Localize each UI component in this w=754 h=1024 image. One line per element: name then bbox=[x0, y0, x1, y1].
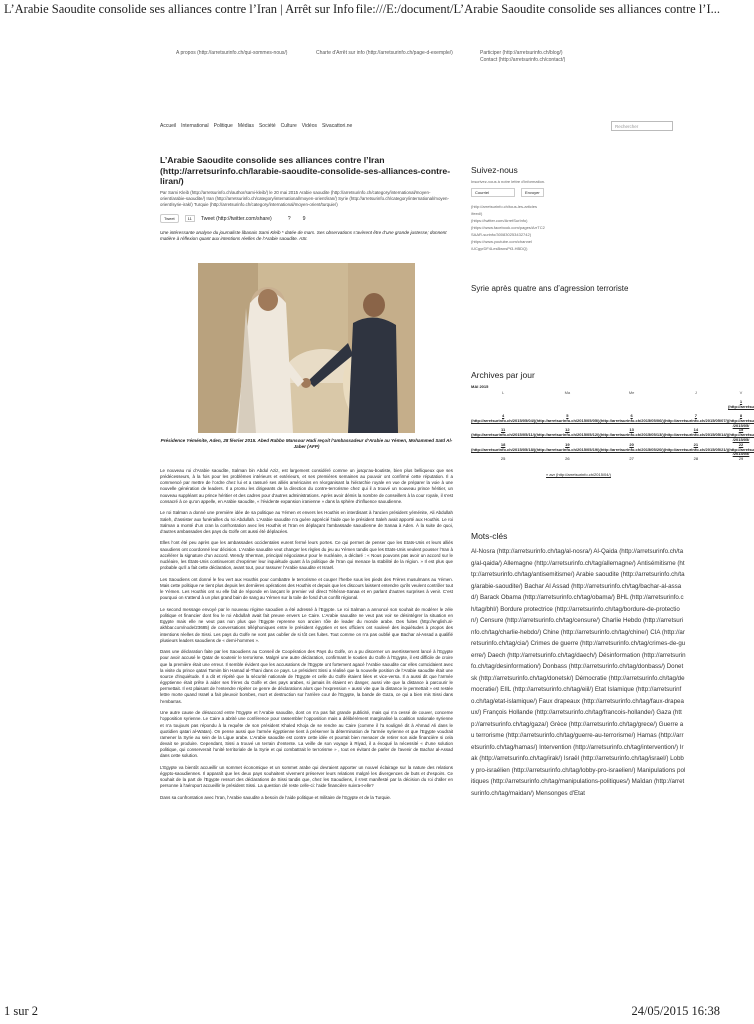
tweet-bar bbox=[160, 214, 453, 223]
cal-day-header: J bbox=[694, 390, 697, 395]
tweet-button[interactable]: Tweet bbox=[160, 214, 179, 223]
social-link[interactable]: (https://www.youtube.com/channel bbox=[471, 239, 532, 244]
follow-widget bbox=[471, 165, 686, 252]
article-title[interactable]: L’Arabie Saoudite consolide ses alliances contre l’Iran (http://arretsurinfo.ch/larabie-saoudite-consolide-ses-alliances-contre-liran/) bbox=[160, 155, 451, 186]
link-contact[interactable]: Contact (http://arretsurinfo.ch/contact/) bbox=[480, 57, 566, 63]
print-footer bbox=[4, 1004, 720, 1020]
tweet-n: 9 bbox=[302, 215, 306, 222]
social-link[interactable]: /UCgyrDF4LesBwnsPt3-HBDQ) bbox=[471, 246, 528, 251]
cal-day bbox=[600, 400, 664, 414]
nav-item[interactable]: Accueil bbox=[160, 123, 177, 129]
cal-day[interactable]: 20 (http://arretsurinfo.ch/2015/05/20/) bbox=[599, 441, 664, 452]
paragraph: Le roi Salman a donné une première idée de sa politique au Yémen et envers les Houthis en interdisant à l’ancien président yéménite, Ali Abdullah Saleh, d’assister aux funérailles du roi Abdullah. L’Arabie saoudite n’a guère apprécié l’aide que le président Saleh avait apporté aux Houthis. Le roi Salman a monté d’un cran la confrontation avec les Houthis et l’Iran en déplaçant l’ambassade saoudienne de Sanaa à Aden. À la suite de quoi, d’autres ambassades des pays du Golfe ont aussi été déplacées. bbox=[160, 510, 453, 534]
cal-day[interactable]: 21 (http://arretsurinfo.ch/2015/05/21/) bbox=[663, 441, 728, 452]
social-link[interactable]: (https://twitter.com/ArretSurInfo) bbox=[471, 218, 528, 223]
paragraph: L’Egypte va bientôt accueillir un sommet économique et un sommet arabe qui devraient apporter un nouvel éclairage sur la nature des relations égypto-saoudiennes. Il apparaît que les deux pays souhaitent vivement préserver leurs relations malgré les divergences de buts et d’espoirs. Ce souhait de la part de l’Egypte ressort des déclarations de Sissi tandis que, chez les Saoudiens, il s’est manifesté par la décision du roi d’aller en personne à l’aéroport accueillir le président Sissi. La question clé reste celle-ci: l’aide financière suivra-t-elle? bbox=[160, 764, 453, 789]
print-datetime: 24/05/2015 16:38 bbox=[631, 1004, 720, 1018]
tag-cloud bbox=[471, 545, 686, 798]
paragraph: Le nouveau roi d’Arabie saoudite, Salman bin Abdul Aziz, est largement considéré comme un jusqu’au-boutiste, bien plus belliqueux que ses prédécesseurs, à la fois pour les problèmes intérieurs et extérieurs, et ses premières semaines au pouvoir ont confirmé cette réputation. Il a commencé par mettre de l’ordre chez lui et a rassuré ses alliés américains en réorganisant la hiérarchie royale en vue de préparer la voie à une nouvelle génération de leaders. Il a promu les dirigeants de la direction du contre-terrorisme chez qui il a trouvé un nouveau prince héritier, un nouveau suppléant au prince héritier et des cadres pour d’autres administrations. Après avoir démis la nombre de conseillers à la cour royale, il s’est consacré à ce qu’on appelle, en Arabie saoudite, « l’évidente expansion iranienne » dans la sphère d’influence saoudienne. bbox=[160, 467, 453, 504]
social-link[interactable]: (https://www.facebook.com/pages/ArrTC2 bbox=[471, 225, 545, 230]
social-link[interactable]: SAAR-surinfo/300830253432742) bbox=[471, 232, 532, 237]
cal-day[interactable]: 11 (http://arretsurinfo.ch/2015/05/11/) bbox=[471, 427, 536, 438]
paragraph: Elles l’ont été peu après que les ambassades occidentales eurent fermé leurs portes. Ce qui permet de penser que les Etats-Unis et leurs alliés saoudiens ont coordonné leur décision. L’Arabie saoudite veut changer les règles du jeu au Yémen tandis que les Etats-Unis veulent pousser l’Iran à accélérer la signature d’un accord. Wendy Sherman, principal négociateur pour le nucléaire, a déclaré : « Nous pouvons pas avoir un accord sur le nucléaire, les États-Unis continueront d’exprimer leur inquiétude quant à la politique de l’Iran qui menace la stabilité de la région. » Il est plus que probable qu’il a fait cette déclaration, avant tout, pour rassurer l’Arabie saoudite et Israël. bbox=[160, 540, 453, 571]
cal-day-header: V bbox=[739, 390, 743, 395]
cal-day[interactable]: 1 (http://arretsu bbox=[728, 399, 754, 409]
cal-day-header: Me bbox=[628, 390, 635, 395]
cal-day: 26 bbox=[565, 456, 570, 462]
link-participer[interactable]: Participer (http://arretsurinfo.ch/blog/) bbox=[480, 50, 563, 56]
follow-title: Suivez-nous bbox=[471, 165, 518, 175]
print-header bbox=[4, 2, 720, 20]
print-url: file:///E:/document/L’Arabie Saoudite consolide ses alliances contre l’I... bbox=[355, 2, 720, 16]
article-photo bbox=[198, 263, 415, 433]
tweet-q: ? bbox=[287, 215, 291, 222]
cal-day[interactable]: 18 (http://arretsurinfo.ch/2015/05/18/) bbox=[471, 441, 536, 452]
cal-month: MAI 2015 bbox=[471, 384, 489, 389]
cal-day[interactable]: 15 (http://arretsu /2015/05/ bbox=[728, 427, 754, 442]
tags-widget bbox=[471, 531, 686, 798]
tweet-count: 11 bbox=[185, 215, 195, 222]
cal-day: 28 bbox=[693, 456, 699, 462]
cal-day bbox=[471, 400, 535, 414]
paragraph: Dans sa confrontation avec l’Iran, l’Arabie saoudite a besoin de l’aide politique et militaire de l’Egypte et de la Turquie. bbox=[160, 795, 392, 801]
newsletter-note: Inscrivez-vous à notre lettre d'information. bbox=[471, 179, 546, 184]
cal-day: 25 bbox=[500, 456, 506, 462]
paragraph: Le second message envoyé par le nouveau régime saoudien a été adressé à l’Egypte. Le roi Salman a annoncé son souhait de modérer le zèle politique et financier dont feu le roi Abdullah avait fait preuve envers Le Caire. L’Arabie saoudite ne veut pas voir se désintégrer la situation en Egypte mais elle ne veut pas non plus que l’Egypte reprenne son ancien rôle de leader du monde arabe. Des fuites (http://english.al-akhbar.com/node/23685) de conversations téléphoniques entre le président égyptien et ses officiers ont soulevé des inquiétudes à propos des intentions réelles de Sissi. Les pays du Golfe ne vont pas oublier de si tôt ces fuites. Tout comme on n’a pas oublié que Bachar al-Assad a qualifié plusieurs leaders saoudiens de « demi-hommes ». bbox=[160, 606, 453, 643]
archives-widget bbox=[471, 370, 754, 478]
cal-day-header: L bbox=[502, 390, 505, 395]
photo-caption: Présidence Yéménite, Aden, 28 février 2015. Abed Rabbo Mansour Hadi reçoit l’ambassadeur d’Arabie au Yémen, Mohammed Saïd Al-Jaber (AFP) bbox=[160, 437, 453, 449]
article-meta: Par Sami Kleib (http://arretsurinfo.ch/author/sami-kleib/) le 20 mai 2015 Arabie saoudite (http://arretsurinfo.ch/category/international/moyen-orient/arabie-saoudite/) Iran (http://arretsurinfo.ch/category/international/moyen-orient/iran/) Syrie (http://arretsurinfo.ch/category/international/moyen-orient/syrie-irak/) Turquie (http://arretsurinfo.ch/category/international/moyen-orient/turquie/) bbox=[160, 189, 449, 207]
tweet-link[interactable]: Tweet (http://twitter.com/share) bbox=[200, 215, 272, 222]
nav-item[interactable]: Médias bbox=[237, 123, 254, 129]
cal-day[interactable]: 7 (http://arretsurinfo.ch/2015/05/07/) bbox=[663, 413, 728, 423]
search-input[interactable]: Rechercher bbox=[611, 121, 673, 131]
nav-item[interactable]: Vidéos bbox=[301, 123, 317, 129]
cal-day[interactable]: 19 (http://arretsurinfo.ch/2015/05/19/) bbox=[535, 441, 600, 452]
send-button[interactable]: Envoyer bbox=[521, 188, 544, 197]
cal-day[interactable]: 6 (http://arretsurinfo.ch/2015/05/06/) bbox=[599, 413, 664, 423]
calendar bbox=[471, 391, 754, 471]
nav-item[interactable]: Politique bbox=[213, 123, 233, 129]
cal-day[interactable]: 22 (http://arretsu /2015/05/ bbox=[728, 441, 754, 457]
link-apropos[interactable]: A propos (http://arretsurinfo.ch/qui-sommes-nous/) bbox=[176, 50, 288, 56]
print-title: L’Arabie Saoudite consolide ses alliances contre l’Iran | Arrêt sur Info bbox=[4, 2, 354, 16]
syrie-widget bbox=[471, 284, 686, 297]
paragraph: Dans une déclaration faite par les Saoudiens au Conseil de Coopération des Pays du Golfe, on a pu discerner un avertissement lancé à l’Egypte pour avoir accusé le Qatar de soutenir le terrorisme. Malgré une autre déclaration, confirmant le soutien du Golfe à l’Egypte, il est difficile de croire que la première était une erreur. Il semble évident que les accusations de l’Egypte ont fortement agacé l’Arabie saoudite car elles coïncidaient avec la visite du prince qatari Tamim bin Hamad al-Thani dans ce pays. Le président Sissi a réalisé que la nouvelle position de l’Arabie saoudite était une source d’inquiétude. Il a dit et répété que la sécurité nationale de l’Egypte et celle du Golfe étaient liées et vice-versa. Il a aussi dit que l’armée égyptienne était prête à aider ses frères du Golfe et des pays arabes, si jamais ils étaient en danger, aussi vite que la distance à parcourir le permettait. Il est plaisant de l’entendre répéter ce genre de déclarations alors que l’expression « aussi vite que la distance le permettait » est restée lettre morte quand Israël a fait pleuvoir bombes, mort et destruction sur l’arrière cour de l’Egypte, la bande de Gaza, ce qui a bien mis Sissi dans l’embarras. bbox=[160, 649, 453, 704]
archives-title: Archives par jour bbox=[471, 370, 535, 380]
link-charte[interactable]: Charte d'Arrêt sur info (http://arretsurinfo.ch/page-d-exemple/) bbox=[316, 50, 453, 56]
nav-item[interactable]: Culture bbox=[280, 123, 297, 129]
article-intro: Une intéressante analyse du journaliste libanais Sami Kleib * datée de mars. Ses observations s’avèrent être d’une grande justesse; donnent matière à réflexion quant aux intentions réelles de l’Arabie saoudite. ASI. bbox=[160, 230, 447, 242]
paragraph: Une autre cause de désaccord entre l’Egypte et l’Arabie saoudite, dont on n’a pas fait grande publicité, mais qui n’a cessé de couver, concerne l’opposition syrienne. Le Caire a abrité une conférence pour rassembler l’opposition mais a délibérément marginalisé la coalition nationale syrienne et n’a toujours pas répondu à la requête de son président Khaled Khoja de se rendre au Caire (comme il l’a souligné dit à Ahmad Ali dans le quotidien qatari al-Watan). On pense aussi que l’armée égyptienne tient à préserver la détermination de l’armée syrienne et que l’Egypte voudrait ramener la Syrie au sein de la Ligue arabe. L’Arabie saoudite est contre cette idée et pourrait bien menacer de retirer son aide financière si cela devait se produire. Cependant, Sissi a trouvé un terrain d’entente. La veille de son voyage à Riyad, il a évoqué la nécessité « d’une solution politique, qui conserverait l’unité territoriale de la Syrie et qui combattrait le terrorisme » , tout en évitant de parler de l’avenir de Bachar al-Assad dans cette solution. bbox=[160, 710, 453, 759]
tags-title: Mots-clés bbox=[471, 531, 508, 541]
cal-prev-link[interactable]: « avr (http://arretsurinfo.ch/2015/04/) bbox=[546, 472, 611, 478]
main-nav bbox=[160, 123, 690, 132]
paragraph: Les Saoudiens ont donné le feu vert aux Houthis pour combattre le terrorisme et couper l’herbe sous les pieds des Frères musulmans au Yémen. Mais cette politique ne tient plus depuis les dernières opérations des Houthis et depuis que les discours laissent entendre qu’ils veulent contrôler tout le Yémen. Les Houthis ont vu elle fait de réponde en lançant le premier vol direct Téhéran-Sanaa et en parlant d’autres surprises à venir. C’est pourquoi on s’attend à un plus grand bain de sang au Yémen sur la toile de fond d’un conflit régional. bbox=[160, 576, 453, 601]
nav-item[interactable]: International bbox=[181, 123, 209, 129]
social-links bbox=[471, 203, 686, 252]
cal-day[interactable]: 5 (http://arretsurinfo.ch/2015/05/05/) bbox=[535, 413, 600, 423]
cal-day: 29 bbox=[738, 456, 744, 462]
cal-day[interactable]: 4 (http://arretsurinfo.ch/2015/05/04/) bbox=[471, 413, 536, 423]
cal-day bbox=[664, 400, 728, 414]
nav-item[interactable]: Sivacattori.ne bbox=[321, 123, 353, 129]
cal-day[interactable]: 8 (http://arretsu /2015/05/ bbox=[728, 413, 754, 428]
cal-day: 27 bbox=[629, 456, 634, 462]
page-count: 1 sur 2 bbox=[4, 1004, 39, 1018]
syrie-title[interactable]: Syrie après quatre ans d’agression terroriste bbox=[471, 284, 629, 293]
tag-list[interactable]: Al-Nosra (http://arretsurinfo.ch/tag/al-nosra/) Al-Qaida (http://arretsurinfo.ch/tag/al-qaida/) Allemagne (http://arretsurinfo.ch/tag/allemagne/) Antisémitisme (http://arretsurinfo.ch/tag/antisemitisme/) Arabie saoudite (http://arretsurinfo.ch/tag/arabie-saoudite/) Bachar Al Assad (http://arretsurinfo.ch/tag/bachar-al-assad/) Barack Obama (http://arretsurinfo.ch/tag/obama/) BHL (http://arretsurinfo.ch/tag/bhl/) Bordure protectrice (http://arretsurinfo.ch/tag/bordure-de-protection/) Censure (http://arretsurinfo.ch/tag/censure/) Charlie Hebdo (http://arretsurinfo.ch/tag/charlie-hebdo/) Chine (http://arretsurinfo.ch/tag/chine/) CIA (http://arretsurinfo.ch/tag/cia/) Crimes de guerre (http://arretsurinfo.ch/tag/crimes-de-guerre/) Daech (http://arretsurinfo.ch/tag/daech/) Désinformation (http://arretsurinfo.ch/tag/desinformation/) Donbass (http://arretsurinfo.ch/tag/donbass/) Donetsk (http://arretsurinfo.ch/tag/donetsk/) Démocratie (http://arretsurinfo.ch/tag/democratie/) EIIL (http://arretsurinfo.ch/tag/eiil/) Etat Islamique (http://arretsurinfo.ch/tag/etat-islamique/) Faux drapeaux (http://arretsurinfo.ch/tag/faux-drapeaux/) François Hollande (http://arretsurinfo.ch/tag/francois-hollande/) Gaza (http://arretsurinfo.ch/tag/gaza/) Grèce (http://arretsurinfo.ch/tag/grece/) Guerre au terrorisme (http://arretsurinfo.ch/tag/guerre-au-terrorisme/) Hamas (http://arretsurinfo.ch/tag/hamas/) Intervention (http://arretsurinfo.ch/tag/intervention/) Irak (http://arretsurinfo.ch/tag/irak/) Israël (http://arretsurinfo.ch/tag/israel/) Lobby pro-israélien (http://arretsurinfo.ch/tag/lobby-pro-israelien/) Manipulations politiques (http://arretsurinfo.ch/tag/manipulations-politiques/) Maïdan (http://arretsurinfo.ch/tag/maidan/) Mensonges d'Etat bbox=[471, 548, 686, 797]
social-link[interactable]: /feed/) bbox=[471, 211, 483, 216]
cal-day[interactable]: 12 (http://arretsurinfo.ch/2015/05/12/) bbox=[535, 427, 600, 438]
cal-day bbox=[535, 400, 599, 414]
nav-item[interactable]: Société bbox=[258, 123, 276, 129]
cal-day[interactable]: 13 (http://arretsurinfo.ch/2015/05/13/) bbox=[599, 427, 664, 438]
article bbox=[160, 155, 453, 807]
article-body bbox=[160, 468, 453, 801]
social-link[interactable]: (http://arretsurinfo.ch/tous-les-articles bbox=[471, 204, 538, 209]
cal-day[interactable]: 14 (http://arretsurinfo.ch/2015/05/14/) bbox=[663, 427, 728, 438]
email-field[interactable]: Courriel bbox=[471, 188, 515, 197]
cal-day-header: Ma bbox=[564, 390, 571, 395]
